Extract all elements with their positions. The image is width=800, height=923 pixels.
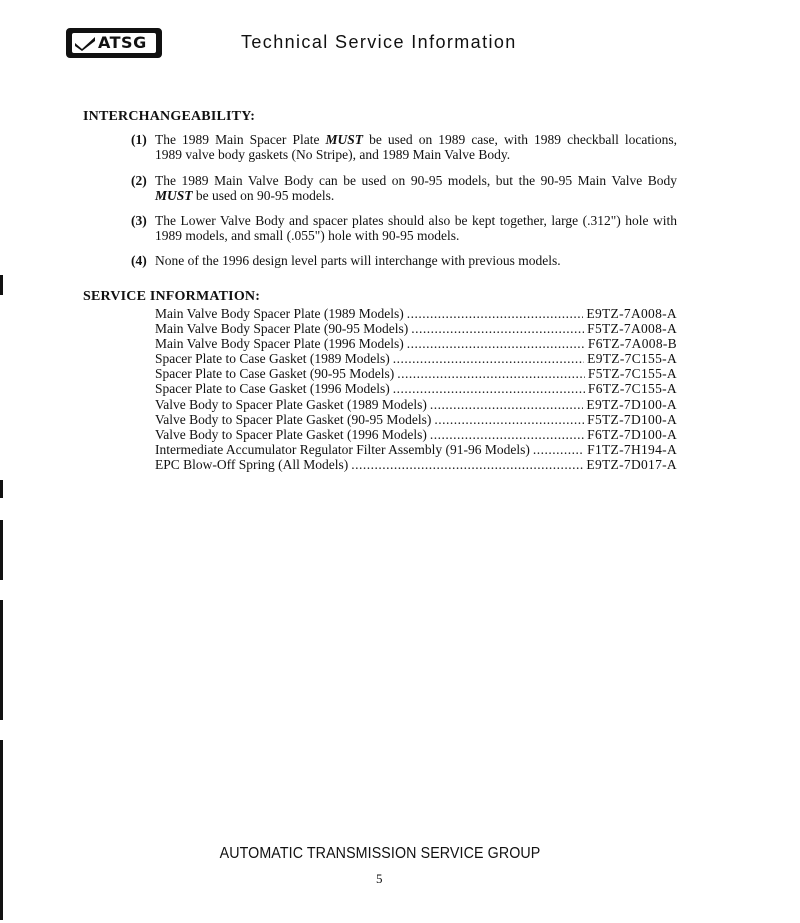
part-row (155, 366, 677, 381)
dot-leader (397, 366, 585, 381)
item-text (155, 214, 677, 243)
dot-leader (533, 442, 584, 457)
part-number: E9TZ-7C155-A (587, 351, 677, 367)
page-header-title: Technical Service Information (241, 32, 517, 52)
dot-leader (411, 321, 584, 336)
scan-edge-marks (0, 0, 3, 923)
part-description: Main Valve Body Spacer Plate (1996 Models) (155, 336, 404, 352)
item-number: (3) (131, 213, 147, 228)
part-number: E9TZ-7D100-A (586, 396, 677, 412)
part-description: Valve Body to Spacer Plate Gasket (1989 Models) (155, 396, 427, 412)
dot-leader (434, 412, 584, 427)
part-description: Valve Body to Spacer Plate Gasket (1996 Models) (155, 426, 427, 442)
part-number: E9TZ-7D017-A (586, 456, 677, 472)
item-text-line: MUST be used on 90-95 models. (155, 187, 335, 203)
part-description: Spacer Plate to Case Gasket (1989 Models) (155, 351, 390, 367)
part-number: F5TZ-7C155-A (587, 366, 677, 382)
dot-leader (430, 427, 584, 442)
part-row (155, 442, 677, 457)
part-description: Valve Body to Spacer Plate Gasket (90-95 Models) (155, 411, 432, 427)
part-row (155, 412, 677, 427)
part-row (155, 427, 677, 442)
dot-leader (430, 397, 584, 412)
part-description: Main Valve Body Spacer Plate (90-95 Models) (155, 321, 409, 337)
part-row (155, 397, 677, 412)
item-text (155, 174, 677, 203)
dot-leader (393, 351, 584, 366)
item-text-line: The Lower Valve Body and spacer plates should also be kept together, large (.312") hole with (155, 213, 677, 228)
interchangeability-item (131, 174, 677, 203)
item-number: (2) (131, 173, 147, 188)
item-number: (4) (131, 253, 147, 268)
item-number: (1) (131, 132, 147, 147)
part-number: F5TZ-7A008-A (587, 321, 677, 337)
part-description: EPC Blow-Off Spring (All Models) (155, 456, 349, 472)
part-row (155, 351, 677, 366)
interchangeability-item (131, 133, 677, 162)
part-row (155, 336, 677, 351)
service-information-heading: SERVICE INFORMATION: (83, 289, 261, 304)
item-text (155, 133, 677, 162)
dot-leader (407, 336, 585, 351)
footer-organization: AUTOMATIC TRANSMISSION SERVICE GROUP (219, 845, 541, 862)
part-row (155, 321, 677, 336)
dot-leader (407, 306, 584, 321)
part-number: F1TZ-7H194-A (587, 441, 677, 457)
dot-leader (351, 457, 583, 472)
item-text-line: None of the 1996 design level parts will interchange with previous models. (155, 253, 561, 268)
interchangeability-item (131, 254, 677, 269)
item-text (155, 254, 677, 269)
checkmark-icon (74, 35, 96, 51)
part-description: Spacer Plate to Case Gasket (1996 Models) (155, 381, 390, 397)
part-number: E9TZ-7A008-A (586, 306, 677, 321)
part-number: F5TZ-7D100-A (587, 411, 677, 427)
logo-text: ATSG (98, 33, 147, 52)
part-description: Intermediate Accumulator Regulator Filter Assembly (91-96 Models) (155, 441, 530, 457)
part-description: Spacer Plate to Case Gasket (90-95 Models) (155, 366, 395, 382)
part-row (155, 306, 677, 321)
part-number: F6TZ-7C155-A (587, 381, 677, 397)
item-text-line: The 1989 Main Spacer Plate MUST be used on 1989 case, with 1989 checkball locations, (155, 132, 677, 147)
parts-list (155, 306, 677, 472)
part-description: Main Valve Body Spacer Plate (1989 Models) (155, 306, 404, 321)
part-number: F6TZ-7A008-B (587, 336, 677, 352)
item-text-line: 1989 models, and small (.055") hole with 90-95 models. (155, 227, 460, 243)
part-row (155, 381, 677, 396)
dot-leader (393, 381, 585, 396)
interchangeability-item (131, 214, 677, 243)
page-number: 5 (376, 871, 383, 886)
item-text-line: The 1989 Main Valve Body can be used on 90-95 models, but the 90-95 Main Valve Body (155, 173, 677, 188)
interchangeability-heading: INTERCHANGEABILITY: (83, 109, 256, 124)
atsg-logo (66, 28, 162, 58)
item-text-line: 1989 valve body gaskets (No Stripe), and 1989 Main Valve Body. (155, 146, 511, 162)
part-row (155, 457, 677, 472)
part-number: F6TZ-7D100-A (587, 426, 677, 442)
